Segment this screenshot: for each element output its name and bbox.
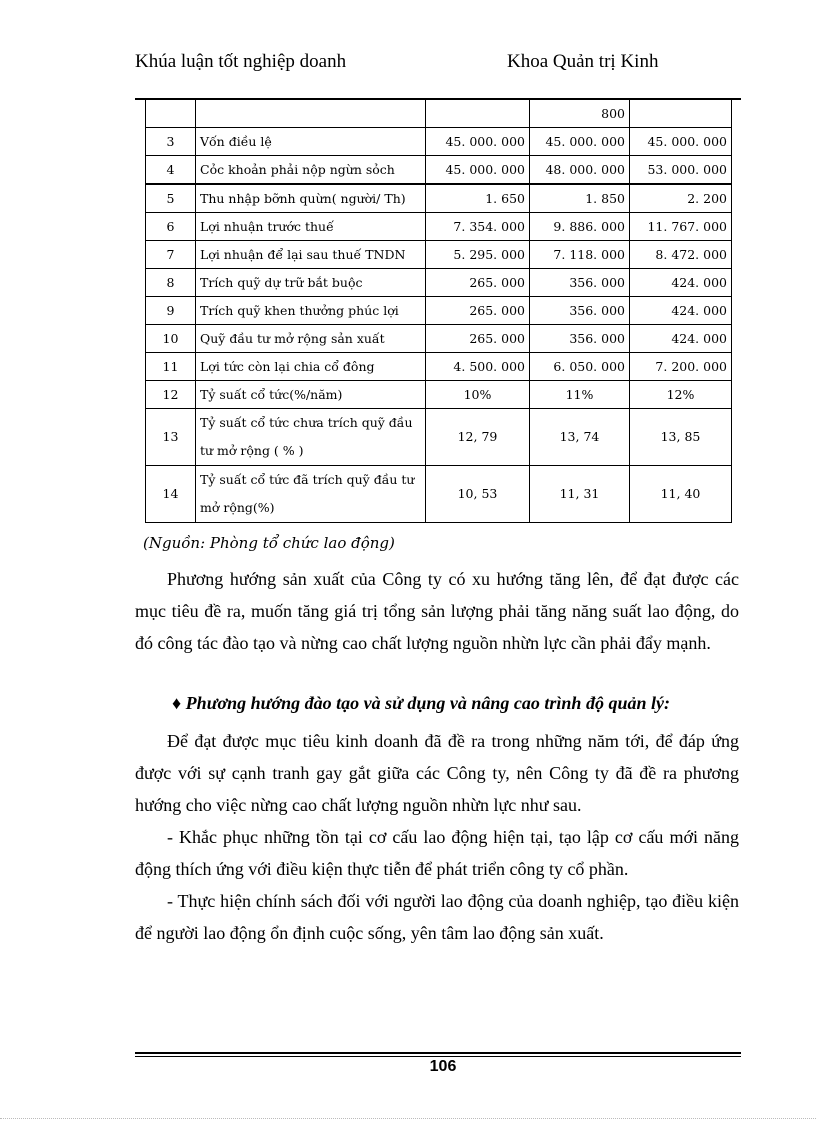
row-label: Quỹ đầu tư mở rộng sản xuất <box>196 325 426 353</box>
footer-divider-thick <box>135 1052 741 1054</box>
table-row <box>146 297 732 325</box>
table-row <box>146 381 732 409</box>
row-number: 12 <box>146 381 196 409</box>
row-number: 4 <box>146 156 196 185</box>
table-cell: 800 <box>530 99 630 128</box>
value-cell: 424. 000 <box>630 325 732 353</box>
financial-table <box>145 99 732 523</box>
value-cell: 265. 000 <box>426 269 530 297</box>
row-label: Lợi nhuận trước thuế <box>196 213 426 241</box>
value-cell: 2. 200 <box>630 184 732 213</box>
value-cell: 12, 79 <box>426 409 530 466</box>
table-row <box>146 213 732 241</box>
value-cell: 11. 767. 000 <box>630 213 732 241</box>
value-cell: 356. 000 <box>530 325 630 353</box>
table-row <box>146 409 732 466</box>
value-cell: 13, 74 <box>530 409 630 466</box>
paragraph-1: Phương hướng sản xuất của Công ty có xu hướng tăng lên, để đạt được các mục tiêu đề ra, muốn tăng giá trị tổng sản lượng phải tăng năng suất lao động, do đó công tác đào tạo và nừng cao chất lượng nguồn nhừn lực cần phải đẩy mạnh. <box>135 569 739 653</box>
value-cell: 7. 354. 000 <box>426 213 530 241</box>
row-label: Vốn điều lệ <box>196 128 426 156</box>
value-cell: 11, 31 <box>530 466 630 523</box>
row-label: Lợi tức còn lại chia cổ đông <box>196 353 426 381</box>
value-cell: 356. 000 <box>530 269 630 297</box>
value-cell: 11, 40 <box>630 466 732 523</box>
table-cell <box>196 99 426 128</box>
value-cell: 4. 500. 000 <box>426 353 530 381</box>
row-number: 7 <box>146 241 196 269</box>
value-cell: 265. 000 <box>426 325 530 353</box>
paragraph-2: Để đạt được mục tiêu kinh doanh đã đề ra trong những năm tới, để đáp ứng được với sự cạnh tranh gay gắt giữa các Công ty, nên Công ty đã đề ra phương hướng cho việc nừng cao chất lượng nguồn nhừn lực như sau. <box>135 731 739 815</box>
value-cell: 10, 53 <box>426 466 530 523</box>
row-number: 8 <box>146 269 196 297</box>
table-row <box>146 269 732 297</box>
section-heading: ♦ Phương hướng đào tạo và sử dụng và nâng cao trình độ quản lý: <box>172 693 670 713</box>
value-cell: 5. 295. 000 <box>426 241 530 269</box>
value-cell: 8. 472. 000 <box>630 241 732 269</box>
value-cell: 265. 000 <box>426 297 530 325</box>
table-row <box>146 156 732 185</box>
value-cell: 6. 050. 000 <box>530 353 630 381</box>
value-cell: 12% <box>630 381 732 409</box>
table-row <box>146 128 732 156</box>
row-number: 11 <box>146 353 196 381</box>
value-cell: 13, 85 <box>630 409 732 466</box>
value-cell: 45. 000. 000 <box>426 156 530 185</box>
row-number: 6 <box>146 213 196 241</box>
row-number: 10 <box>146 325 196 353</box>
value-cell: 9. 886. 000 <box>530 213 630 241</box>
row-label: Lợi nhuận để lại sau thuế TNDN <box>196 241 426 269</box>
value-cell: 45. 000. 000 <box>630 128 732 156</box>
row-label: Cỏc khoản phải nộp ngừn sỏch <box>196 156 426 185</box>
value-cell: 10% <box>426 381 530 409</box>
value-cell: 7. 200. 000 <box>630 353 732 381</box>
value-cell: 53. 000. 000 <box>630 156 732 185</box>
value-cell: 356. 000 <box>530 297 630 325</box>
value-cell: 11% <box>530 381 630 409</box>
header-left-title: Khúa luận tốt nghiệp doanh <box>135 51 347 72</box>
row-number: 13 <box>146 409 196 466</box>
table-row <box>146 353 732 381</box>
value-cell: 48. 000. 000 <box>530 156 630 185</box>
row-label: Tỷ suất cổ tức chưa trích quỹ đầu tư mở rộng ( % ) <box>196 409 426 466</box>
row-label: Tỷ suất cổ tức(%/năm) <box>196 381 426 409</box>
value-cell: 7. 118. 000 <box>530 241 630 269</box>
row-number: 14 <box>146 466 196 523</box>
value-cell: 424. 000 <box>630 269 732 297</box>
table-row <box>146 184 732 213</box>
value-cell: 424. 000 <box>630 297 732 325</box>
footer-divider-thin <box>135 1056 741 1057</box>
row-number: 5 <box>146 184 196 213</box>
table-row <box>146 241 732 269</box>
row-label: Thu nhập bỡnh quừn( người/ Th) <box>196 184 426 213</box>
value-cell: 45. 000. 000 <box>426 128 530 156</box>
page-number: 106 <box>429 1058 457 1075</box>
table-cell <box>630 99 732 128</box>
table-cell <box>426 99 530 128</box>
value-cell: 1. 850 <box>530 184 630 213</box>
row-number: 9 <box>146 297 196 325</box>
page-bottom-edge <box>0 1118 816 1119</box>
table-cell <box>146 99 196 128</box>
value-cell: 1. 650 <box>426 184 530 213</box>
table-row <box>146 466 732 523</box>
value-cell: 45. 000. 000 <box>530 128 630 156</box>
table-row <box>146 325 732 353</box>
paragraph-4: - Thực hiện chính sách đối với người lao động của doanh nghiệp, tạo điều kiện để người lao động ổn định cuộc sống, yên tâm lao động sản xuất. <box>135 891 739 943</box>
paragraph-3: - Khắc phục những tồn tại cơ cấu lao động hiện tại, tạo lập cơ cấu mới năng động thích ứng với điều kiện thực tiễn để phát triển công ty cổ phần. <box>135 827 739 879</box>
table-row <box>146 99 732 128</box>
row-number: 3 <box>146 128 196 156</box>
table-source-note: (Nguồn: Phòng tổ chức lao động) <box>143 534 395 552</box>
row-label: Trích quỹ khen thưởng phúc lợi <box>196 297 426 325</box>
row-label: Trích quỹ dự trữ bắt buộc <box>196 269 426 297</box>
header-right-title: Khoa Quản trị Kinh <box>507 51 659 72</box>
row-label: Tỷ suất cổ tức đã trích quỹ đầu tư mở rộng(%) <box>196 466 426 523</box>
